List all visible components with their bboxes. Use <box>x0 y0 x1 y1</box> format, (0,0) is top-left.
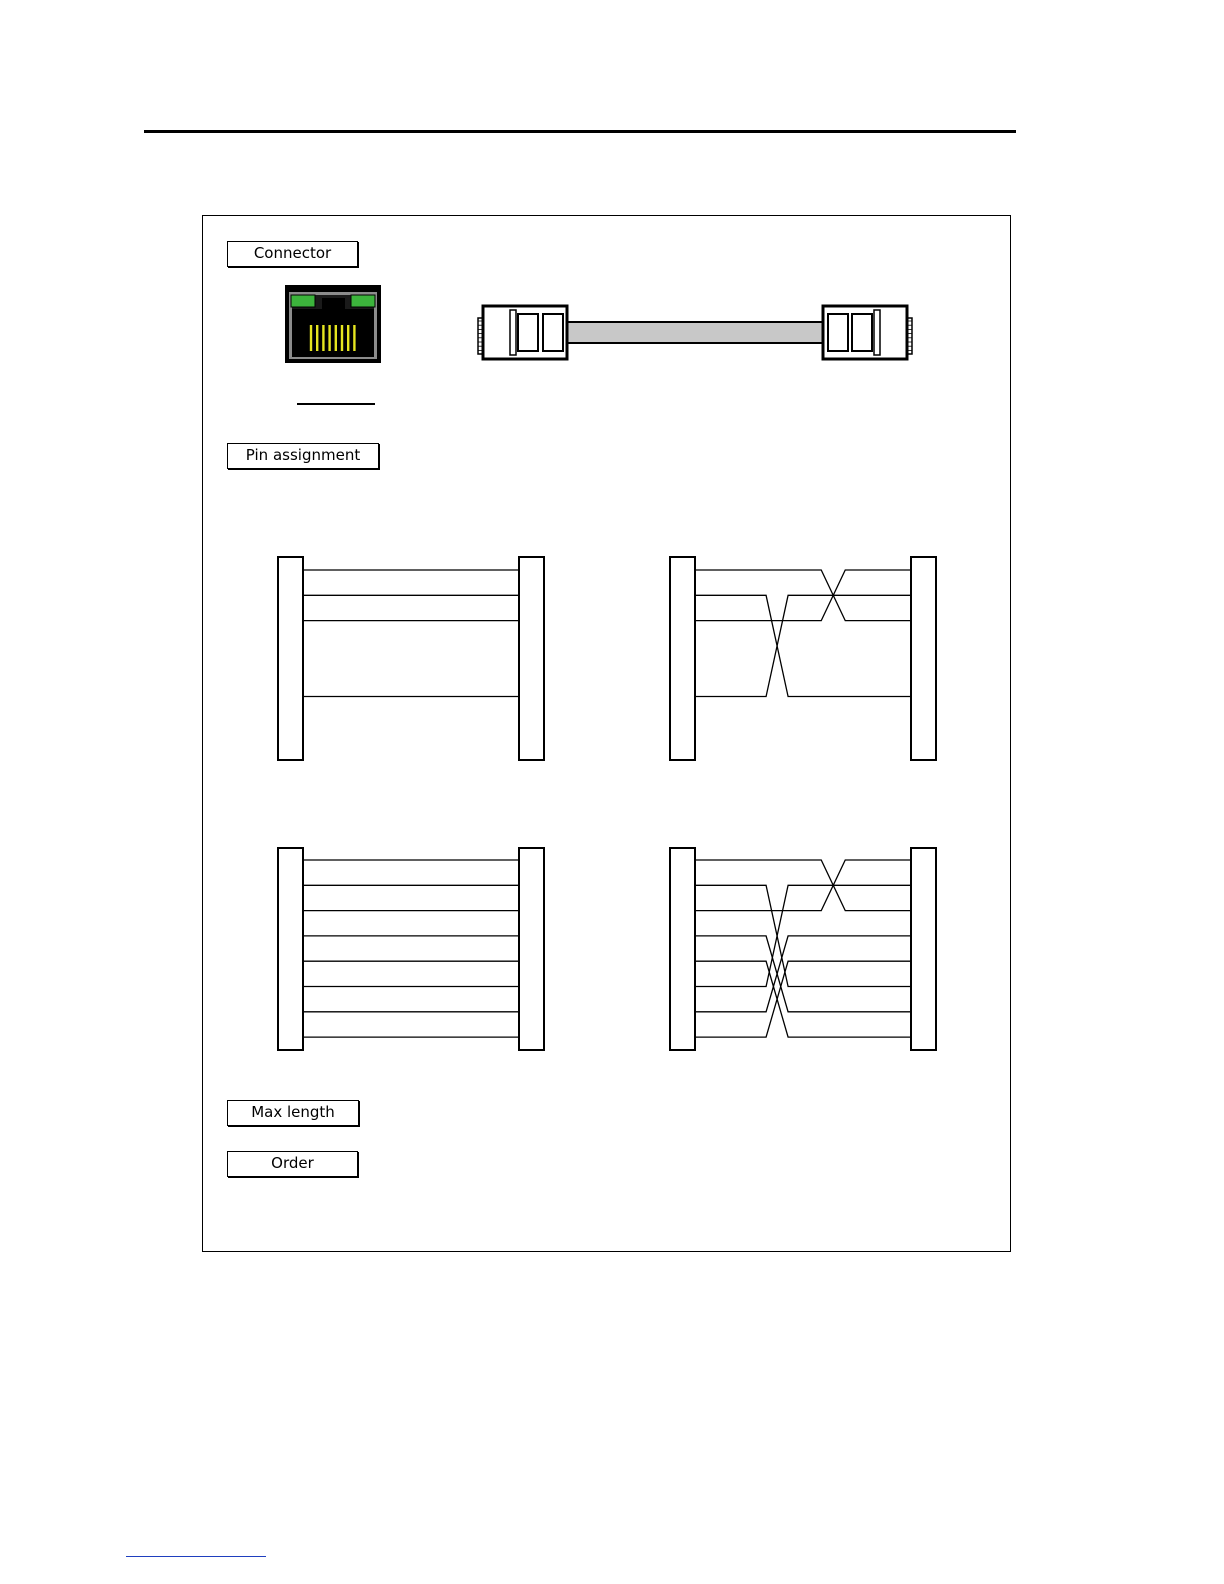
connector-label: Connector <box>227 241 358 267</box>
connector-block-left <box>278 848 303 1050</box>
max-length-label: Max length <box>227 1100 359 1126</box>
two-pair-crossover-diagram <box>670 557 936 760</box>
four-pair-crossover-diagram <box>670 848 936 1050</box>
wire-pin-2 <box>695 595 911 696</box>
connector-block-right <box>519 557 544 760</box>
connector-block-left <box>278 557 303 760</box>
four-pair-straight-diagram <box>278 848 544 1050</box>
pin-assignment-label: Pin assignment <box>227 443 379 469</box>
connector-block-right <box>911 848 936 1050</box>
wire-pin-8 <box>695 961 911 1037</box>
connector-block-left <box>670 848 695 1050</box>
footer-link-rule <box>126 1556 266 1557</box>
wire-pin-4 <box>695 936 911 1012</box>
order-label: Order <box>227 1151 358 1177</box>
connector-block-right <box>911 557 936 760</box>
wire-pin-7 <box>695 936 911 1012</box>
two-pair-straight-diagram <box>278 557 544 760</box>
connector-block-right <box>519 848 544 1050</box>
wire-pin-5 <box>695 961 911 1037</box>
wire-pin-6 <box>695 595 911 696</box>
connector-block-left <box>670 557 695 760</box>
